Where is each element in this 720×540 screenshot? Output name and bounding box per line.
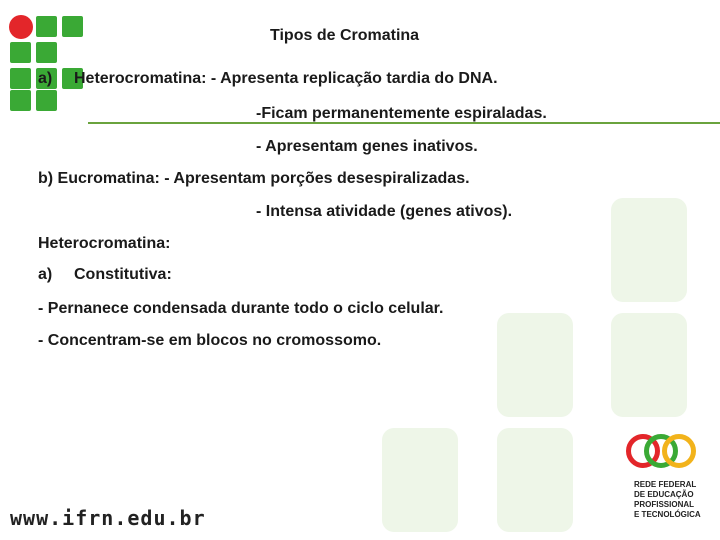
deco-square xyxy=(382,428,458,532)
logo-square xyxy=(36,16,57,37)
rede-federal-badge xyxy=(620,432,702,532)
badge-line-3: PROFISSIONAL xyxy=(634,500,695,509)
deco-square xyxy=(497,313,573,417)
logo-square xyxy=(62,16,83,37)
logo-square xyxy=(36,90,57,111)
ifrn-logo xyxy=(9,15,83,111)
logo-square xyxy=(10,68,31,89)
logo-red-dot xyxy=(9,15,33,39)
heterocromatina-heading: Heterocromatina: xyxy=(38,235,171,252)
constitutiva-label: a) xyxy=(38,266,53,283)
constitutiva-line-1: - Pernanece condensada durante todo o ciclo celular. xyxy=(38,300,444,317)
badge-line-2: DE EDUCAÇÃO xyxy=(634,490,694,499)
item-a-heading: Heterocromatina: - Apresenta replicação tardia do DNA. xyxy=(74,70,498,87)
constitutiva-line-2: - Concentram-se em blocos no cromossomo. xyxy=(38,332,382,349)
item-b-line-2: - Intensa atividade (genes ativos). xyxy=(256,203,513,220)
logo-square xyxy=(36,42,57,63)
constitutiva-heading: Constitutiva: xyxy=(74,266,172,283)
deco-square xyxy=(611,313,687,417)
badge-line-4: E TECNOLÓGICA xyxy=(634,510,701,519)
footer-url: www.ifrn.edu.br xyxy=(10,506,206,530)
item-a-line-2: -Ficam permanentemente espiraladas. xyxy=(256,105,547,122)
logo-square xyxy=(10,42,31,63)
deco-square xyxy=(611,198,687,302)
item-b-heading: b) Eucromatina: - Apresentam porções desespiralizadas. xyxy=(38,170,470,187)
item-a-line-3: - Apresentam genes inativos. xyxy=(256,138,478,155)
deco-square xyxy=(497,428,573,532)
badge-ring-yellow xyxy=(662,434,696,468)
item-a-label: a) xyxy=(38,70,53,87)
slide-title: Tipos de Cromatina xyxy=(270,27,420,44)
badge-line-1: REDE FEDERAL xyxy=(634,480,697,489)
badge-text xyxy=(634,480,704,520)
logo-square xyxy=(10,90,31,111)
